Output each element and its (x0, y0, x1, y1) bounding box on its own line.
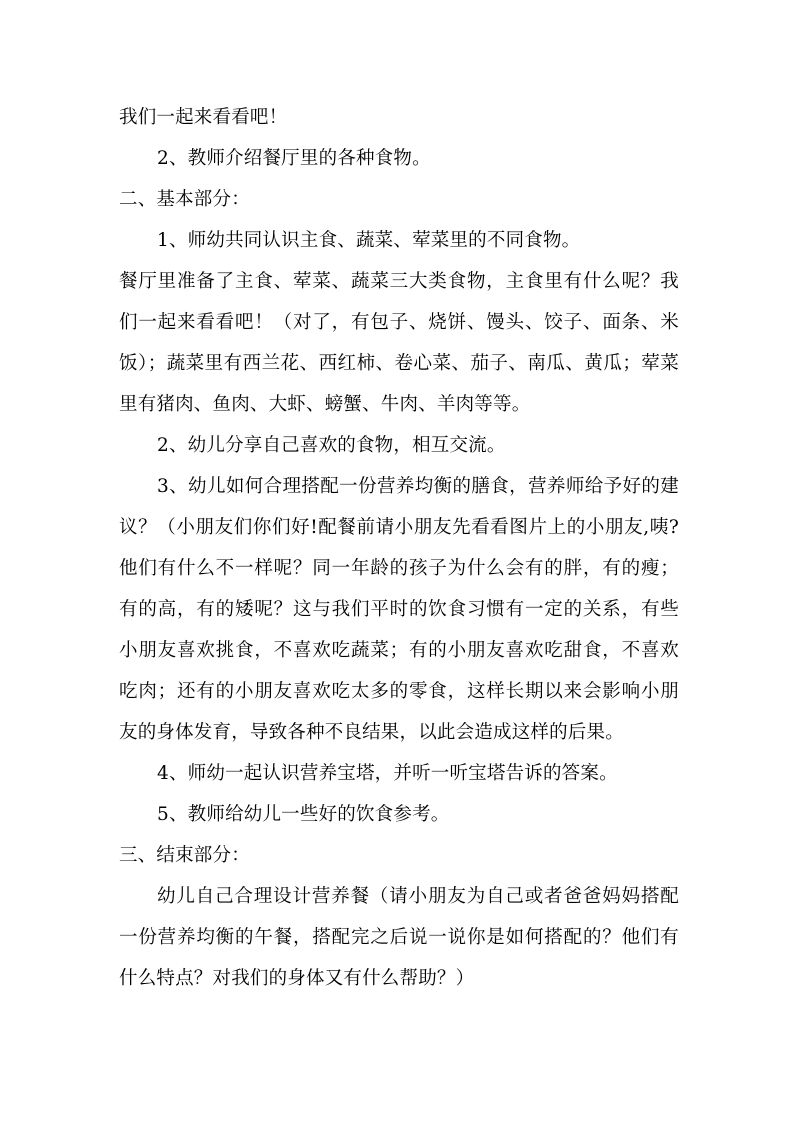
paragraph-intro-continuation: 我们一起来看看吧！ (119, 107, 288, 128)
paragraph-step-5-diet-reference: 5、教师给幼儿一些好的饮食参考。 (157, 804, 450, 825)
paragraph-step-4-nutrition-pagoda: 4、师幼一起认识营养宝塔，并听一听宝塔告诉的答案。 (157, 763, 618, 784)
paragraph-design-meal: 幼儿自己合理设计营养餐（请小朋友为自己或者爸爸妈妈搭配一份营养均衡的午餐，搭配完之后说一说你是如何搭配的？他们有什么特点？对我们的身体又有什么帮助？） (119, 886, 679, 989)
paragraph-step-3-balanced-meal: 3、幼儿如何合理搭配一份营养均衡的膳食，营养师给予好的建议？（小朋友们你们好!配餐前请小朋友先看看图片上的小朋友,咦?他们有什么不一样呢？同一年龄的孩子为什么会有的胖，有的瘦；有的高，有的矮呢？这与我们平时的饮食习惯有一定的关系，有些小朋友喜欢挑食，不喜欢吃蔬菜；有的小朋友喜欢吃甜食，不喜欢吃肉；还有的小朋友喜欢吃太多的零食，这样长期以来会影响小朋友的身体发育，导致各种不良结果，以此会造成这样的后果。 (119, 476, 679, 743)
paragraph-step-1-recognize-foods: 1、师幼共同认识主食、蔬菜、荤菜里的不同食物。 (157, 230, 581, 251)
paragraph-step-2-share-foods: 2、幼儿分享自己喜欢的食物，相互交流。 (157, 435, 506, 456)
section-heading-basic-part: 二、基本部分： (119, 189, 250, 210)
section-heading-ending-part: 三、结束部分： (119, 845, 250, 866)
paragraph-food-categories: 餐厅里准备了主食、荤菜、蔬菜三大类食物，主食里有什么呢？我们一起来看看吧！（对了，有包子、烧饼、馒头、饺子、面条、米饭）；蔬菜里有西兰花、西红柿、卷心菜、茄子、南瓜、黄瓜；荤菜里有猪肉、鱼肉、大虾、螃蟹、牛肉、羊肉等等。 (119, 271, 679, 415)
document-body (119, 97, 679, 999)
paragraph-step-2-teacher-intro: 2、教师介绍餐厅里的各种食物。 (157, 148, 431, 169)
